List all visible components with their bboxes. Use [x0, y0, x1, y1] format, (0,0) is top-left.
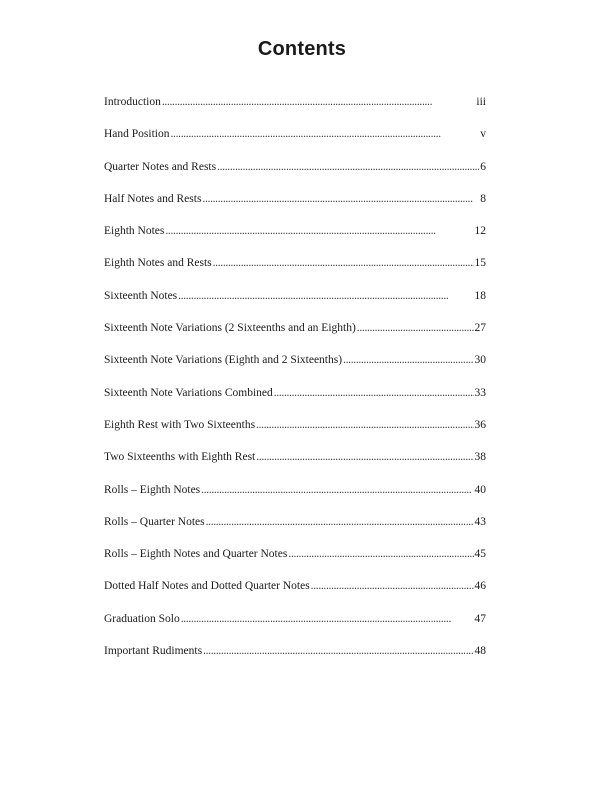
- toc-entry-label: Rolls – Eighth Notes and Quarter Notes: [104, 548, 288, 561]
- table-of-contents: [104, 92, 486, 673]
- toc-entry-page-number: v: [480, 128, 486, 141]
- toc-entry-page-number: 6: [480, 160, 486, 173]
- toc-entry: [104, 641, 486, 673]
- toc-entry: [104, 189, 486, 221]
- toc-entry-page-number: 46: [474, 580, 486, 593]
- page-title: Contents: [257, 38, 347, 60]
- toc-entry: [104, 253, 486, 285]
- dot-leader: [181, 609, 474, 629]
- toc-entry-page-number: 47: [474, 612, 486, 625]
- toc-entry-label: Rolls – Quarter Notes: [104, 515, 205, 528]
- toc-entry-page-number: 36: [474, 418, 486, 431]
- toc-entry-label: Sixteenth Note Variations (Eighth and 2 Sixteenths): [104, 354, 343, 367]
- toc-entry-page-number: 40: [474, 483, 486, 496]
- toc-entry-page-number: 48: [474, 645, 486, 658]
- toc-entry-label: Hand Position: [104, 128, 170, 141]
- toc-entry-label: Important Rudiments: [104, 645, 203, 658]
- toc-entry: [104, 157, 486, 189]
- dot-leader: [256, 415, 473, 435]
- toc-entry-label: Sixteenth Note Variations (2 Sixteenths and an Eighth): [104, 322, 356, 335]
- toc-entry-page-number: 30: [474, 354, 486, 367]
- toc-entry: [104, 415, 486, 447]
- toc-entry: [104, 512, 486, 544]
- toc-entry-label: Two Sixteenths with Eighth Rest: [104, 451, 256, 464]
- dot-leader: [274, 383, 474, 403]
- toc-entry: [104, 609, 486, 641]
- toc-entry-label: Sixteenth Note Variations Combined: [104, 386, 273, 399]
- toc-entry-page-number: 15: [474, 257, 486, 270]
- toc-entry-label: Eighth Notes and Rests: [104, 257, 212, 270]
- toc-entry-page-number: 38: [474, 451, 486, 464]
- toc-entry: [104, 221, 486, 253]
- dot-leader: [203, 641, 473, 661]
- dot-leader: [201, 480, 473, 500]
- toc-entry-label: Eighth Rest with Two Sixteenths: [104, 418, 256, 431]
- dot-leader: [213, 253, 474, 273]
- toc-entry-page-number: 8: [480, 192, 486, 205]
- dot-leader: [256, 447, 473, 467]
- toc-entry-page-number: 45: [474, 548, 486, 561]
- dot-leader: [357, 318, 474, 338]
- toc-entry-label: Introduction: [104, 96, 161, 108]
- toc-entry-label: Graduation Solo: [104, 612, 180, 625]
- toc-entry-label: Rolls – Eighth Notes: [104, 483, 201, 496]
- toc-entry-label: Quarter Notes and Rests: [104, 160, 217, 173]
- toc-entry-label: Dotted Half Notes and Dotted Quarter Notes: [104, 580, 310, 593]
- toc-entry-label: Half Notes and Rests: [104, 192, 202, 205]
- toc-entry: [104, 544, 486, 576]
- toc-entry-page-number: 43: [474, 515, 486, 528]
- dot-leader: [343, 350, 473, 370]
- toc-entry: [104, 576, 486, 608]
- toc-entry: [104, 92, 486, 124]
- toc-entry: [104, 383, 486, 415]
- dot-leader: [288, 544, 473, 564]
- toc-entry-page-number: iii: [476, 96, 486, 108]
- dot-leader: [206, 512, 474, 532]
- toc-entry-label: Sixteenth Notes: [104, 289, 178, 302]
- dot-leader: [178, 286, 473, 306]
- dot-leader: [171, 124, 480, 144]
- toc-entry: [104, 124, 486, 156]
- dot-leader: [162, 92, 476, 112]
- toc-entry-page-number: 18: [474, 289, 486, 302]
- toc-entry: [104, 480, 486, 512]
- toc-entry-page-number: 27: [474, 322, 486, 335]
- toc-entry-label: Eighth Notes: [104, 225, 165, 238]
- toc-entry: [104, 286, 486, 318]
- toc-entry: [104, 350, 486, 382]
- toc-entry-page-number: 12: [474, 225, 486, 238]
- dot-leader: [165, 221, 473, 241]
- toc-entry-page-number: 33: [474, 386, 486, 399]
- dot-leader: [311, 576, 474, 596]
- toc-entry: [104, 447, 486, 479]
- toc-entry: [104, 318, 486, 350]
- dot-leader: [217, 157, 479, 177]
- dot-leader: [202, 189, 479, 209]
